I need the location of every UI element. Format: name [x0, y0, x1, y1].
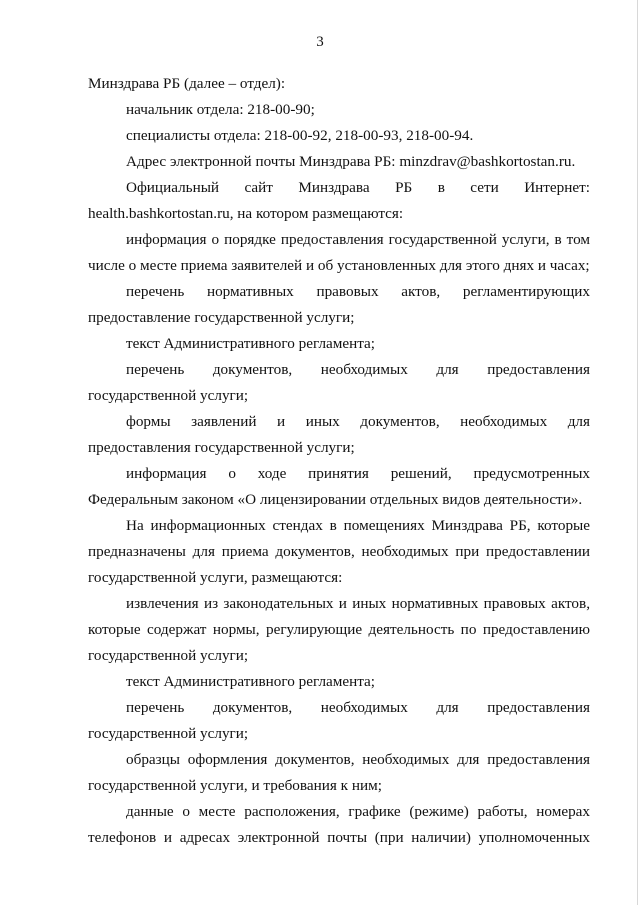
- text-line: Адрес электронной почты Минздрава РБ: minzdrav@bashkortostan.ru.: [126, 153, 576, 170]
- text-line: государственной услуги, и требования к ним;: [88, 777, 382, 794]
- text-line: государственной услуги;: [88, 647, 249, 664]
- text-line: информация о ходе принятия решений, предусмотренных: [126, 465, 590, 482]
- text-line: которые содержат нормы, регулирующие деятельность по предоставлению: [88, 621, 590, 638]
- page-number: 3: [316, 34, 324, 50]
- text-line: предоставления государственной услуги;: [88, 439, 355, 456]
- text-line: перечень нормативных правовых актов, регламентирующих: [126, 283, 590, 300]
- text-line: информация о порядке предоставления государственной услуги, в том: [126, 231, 590, 248]
- document-body: [88, 71, 590, 851]
- text-line: числе о месте приема заявителей и об установленных для этого днях и часах;: [88, 257, 590, 274]
- text-line: На информационных стендах в помещениях Минздрава РБ, которые: [126, 517, 590, 534]
- text-line: данные о месте расположения, графике (режиме) работы, номерах: [126, 803, 590, 820]
- text-line: предоставление государственной услуги;: [88, 309, 355, 326]
- text-line: текст Административного регламента;: [126, 673, 376, 690]
- text-line: государственной услуги;: [88, 387, 249, 404]
- text-line: государственной услуги, размещаются:: [88, 569, 343, 586]
- text-line: извлечения из законодательных и иных нормативных правовых актов,: [126, 595, 590, 612]
- text-line: начальник отдела: 218-00-90;: [126, 101, 315, 118]
- text-line: государственной услуги;: [88, 725, 249, 742]
- text-line: Минздрава РБ (далее – отдел):: [88, 75, 286, 92]
- text-line: перечень документов, необходимых для предоставления: [126, 699, 590, 716]
- text-line: специалисты отдела: 218-00-92, 218-00-93, 218-00-94.: [126, 127, 474, 144]
- text-line: предназначены для приема документов, необходимых при предоставлении: [88, 543, 590, 560]
- text-line: перечень документов, необходимых для предоставления: [126, 361, 590, 378]
- text-line: формы заявлений и иных документов, необходимых для: [126, 413, 590, 430]
- scan-edge-divider: [637, 0, 638, 905]
- text-line: образцы оформления документов, необходимых для предоставления: [126, 751, 590, 768]
- text-line: Официальный сайт Минздрава РБ в сети Интернет:: [126, 179, 590, 196]
- text-line: текст Административного регламента;: [126, 335, 376, 352]
- text-line: телефонов и адресах электронной почты (при наличии) уполномоченных: [88, 829, 590, 846]
- text-line: health.bashkortostan.ru, на котором размещаются:: [88, 205, 404, 222]
- text-line: Федеральным законом «О лицензировании отдельных видов деятельности».: [88, 491, 583, 508]
